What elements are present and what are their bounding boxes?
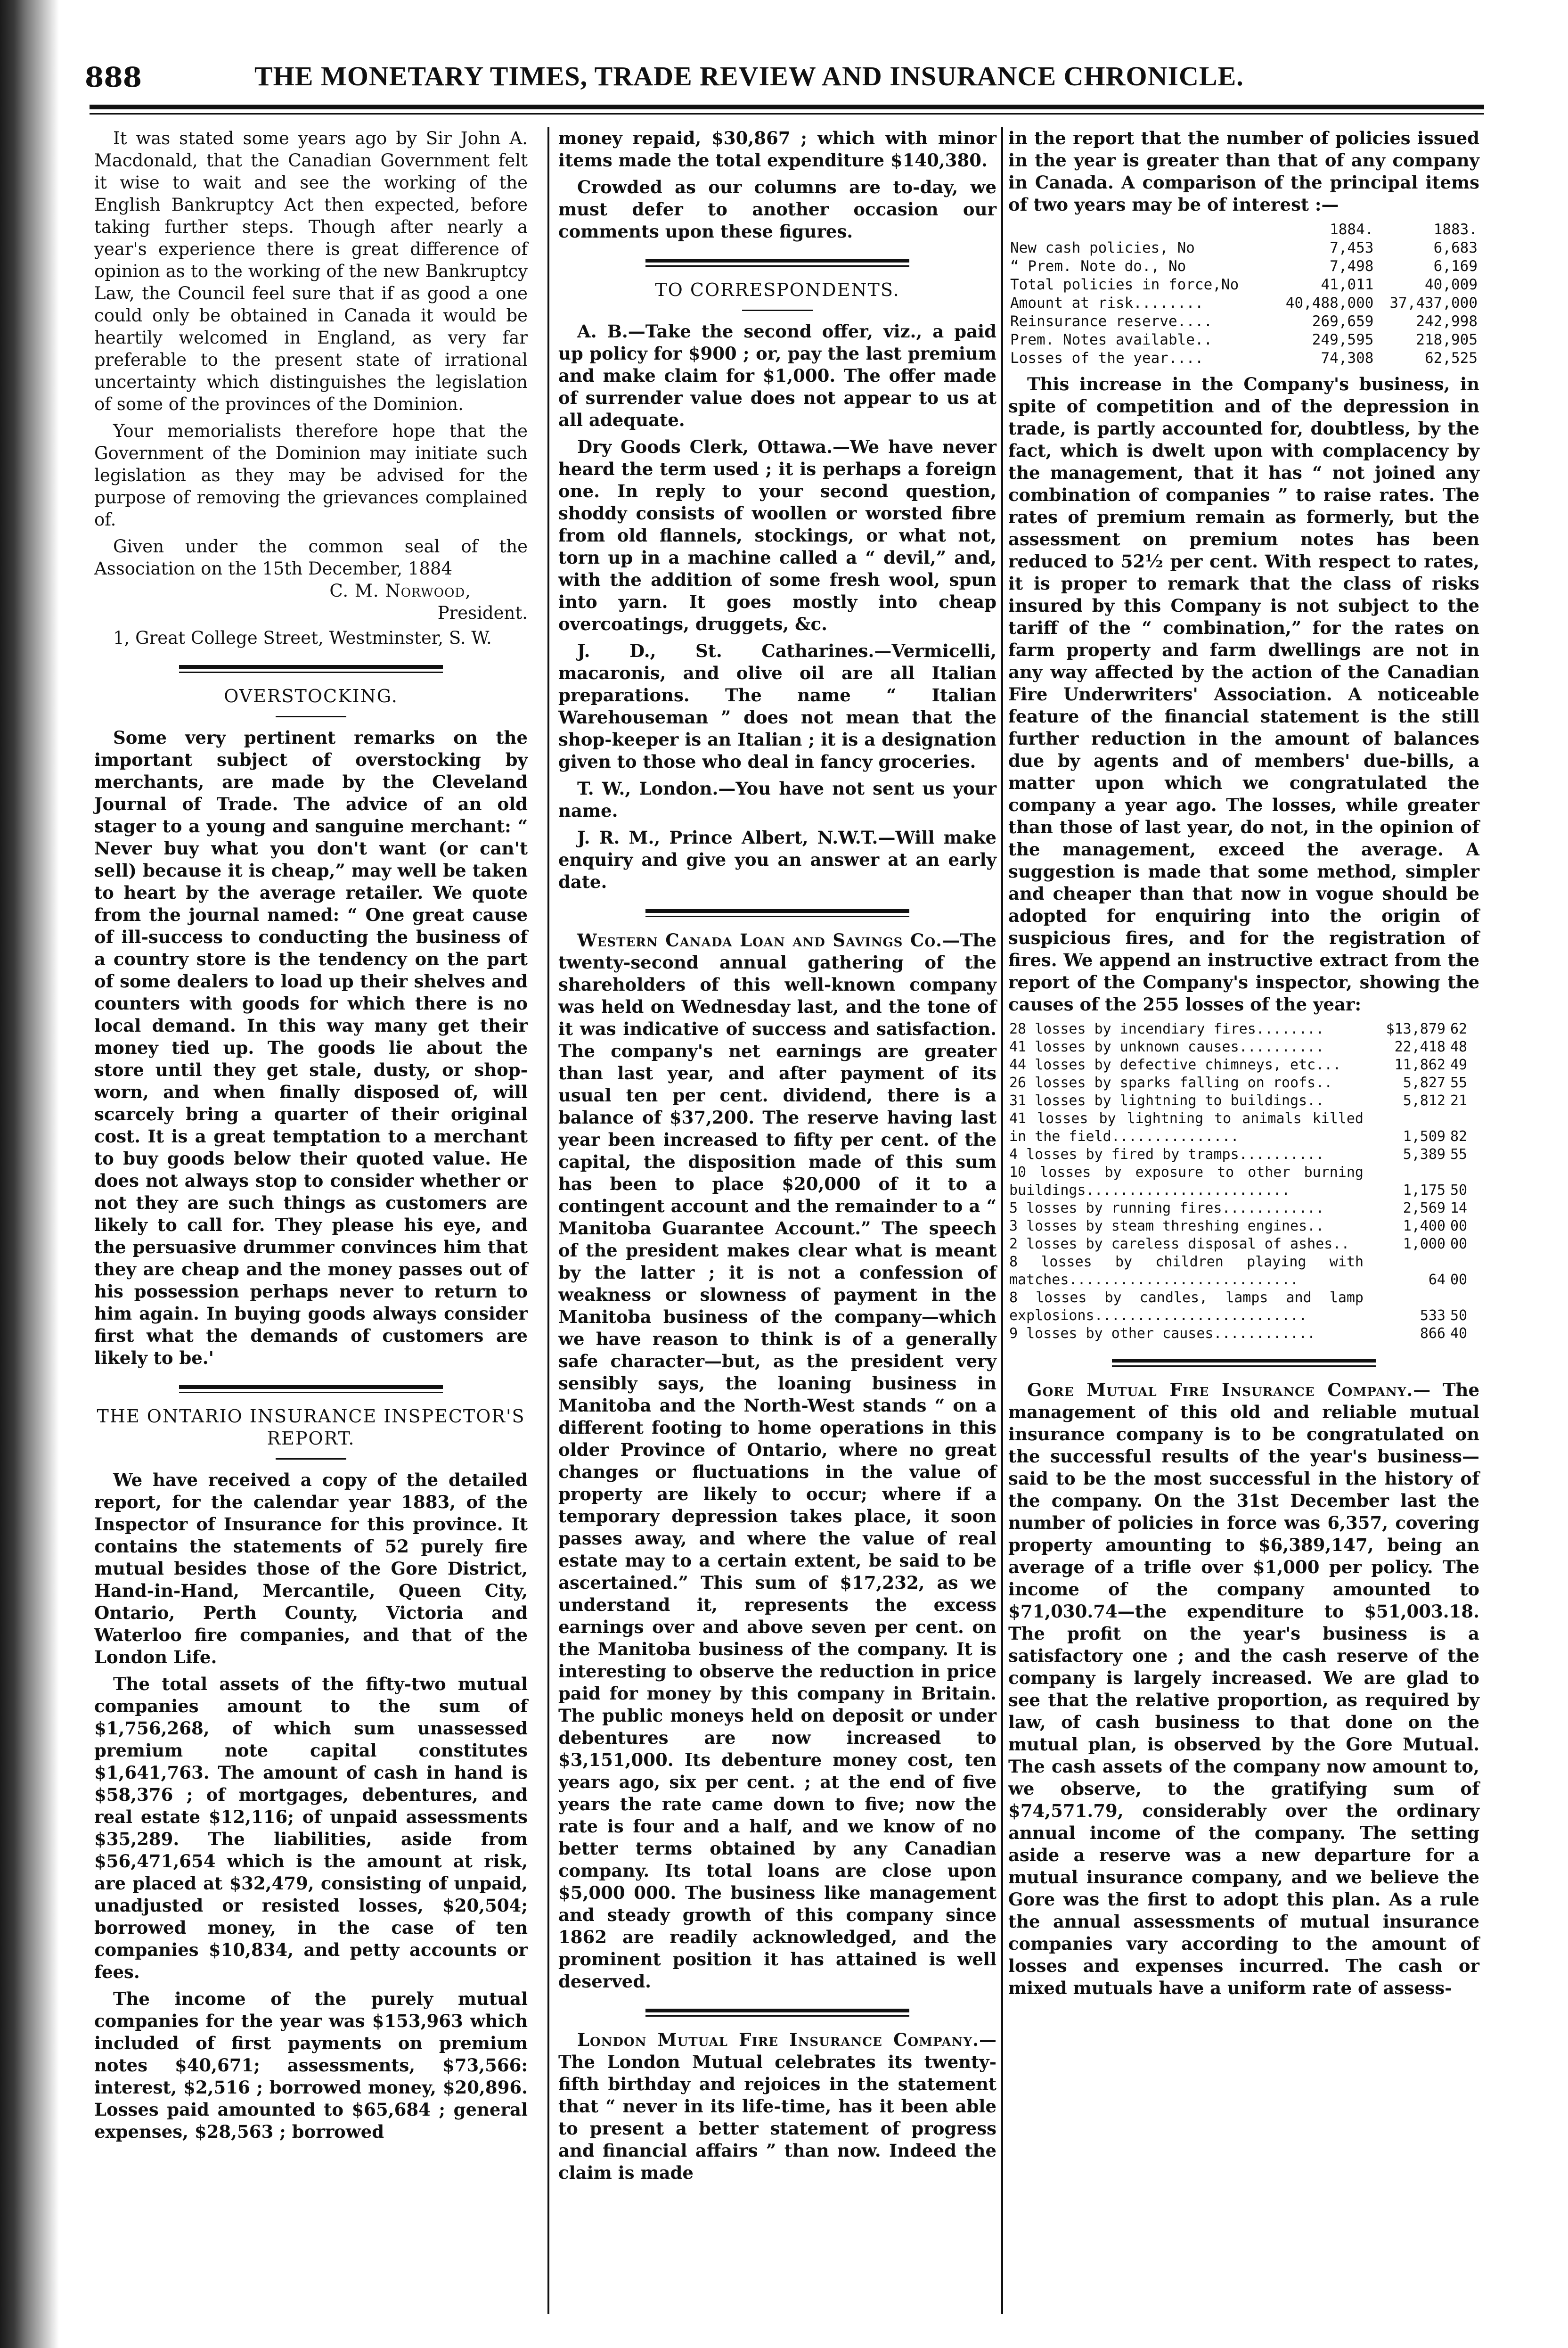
article-paragraph: Crowded as our columns are to-day, we must defer to another occasion our comments upon these figures.: [558, 177, 996, 242]
table-row: 10 losses by exposure to other burning buildings........................ 1,175 50: [1009, 1164, 1468, 1199]
column-left: [94, 127, 528, 2148]
table-row: 41 losses by lightning to animals killed in the field............... 1,509 82: [1009, 1110, 1468, 1145]
page-number: 888: [85, 61, 142, 93]
section-heading: TO CORRESPONDENTS.: [655, 279, 900, 300]
table-row: 3 losses by steam threshing engines.. 1,400 00: [1009, 1218, 1468, 1234]
table-row: 28 losses by incendiary fires........ $13,879 62: [1009, 1021, 1468, 1037]
scan-binding-edge: [0, 0, 61, 2348]
memorial-paragraph: It was stated some years ago by Sir John A. Macdonald, that the Canadian Government felt it wise to wait and see the working of the English Bankruptcy Act then expected, before taking further steps. Though after nearly a year's experience there is great difference of opinion as to the working of the new Bankruptcy Law, the Council feel sure that if as good a one could only be obtained in Canada it would be heartily welcomed in England, as very far preferable to the present state of irrational uncertainty which distinguishes the legislation of some of the provinces of the Dominion.: [94, 128, 528, 414]
section-separator: [179, 1385, 443, 1393]
heading-rule: [742, 310, 813, 311]
section-heading: THE ONTARIO INSURANCE INSPECTOR'S REPORT.: [97, 1406, 525, 1449]
article-lead: London Mutual Fire Insurance Company.: [577, 2029, 979, 2050]
memorial-paragraph: Your memorialists therefore hope that the Government of the Dominion may initiate such legislation as they may be advised for the purpose of removing the grievances complained of.: [94, 421, 528, 530]
table-row: 8 losses by children playing with matches........................... 64 00: [1009, 1254, 1468, 1288]
header-rule: [90, 105, 1484, 109]
correspondence-item: A. B.—Take the second offer, viz., a paid up policy for $900 ; or, pay the last premium and make claim for $1,000. The offer made of surrender value does not appear to us at all adequate.: [558, 321, 996, 430]
table-row: Total policies in force,No 41,011 40,009: [1010, 276, 1478, 293]
section-separator: [179, 665, 443, 673]
section-separator: [1112, 1359, 1376, 1367]
section-heading: OVERSTOCKING.: [224, 686, 398, 706]
table-row: 26 losses by sparks falling on roofs.. 5,827 55: [1009, 1075, 1468, 1091]
table-row: 41 losses by unknown causes.......... 22,418 48: [1009, 1039, 1468, 1055]
table-row: 8 losses by candles, lamps and lamp explosions......................... 533 50: [1009, 1289, 1468, 1324]
table-row: 44 losses by defective chimneys, etc... 11,862 49: [1009, 1057, 1468, 1073]
comparison-table: [1008, 221, 1479, 368]
memorial-paragraph: Given under the common seal of the Association on the 15th December, 1884: [94, 536, 528, 579]
column-divider: [547, 127, 549, 2314]
table-row: 2 losses by careless disposal of ashes.. 1,000 00: [1009, 1236, 1468, 1252]
address: 1, Great College Street, Westminster, S. W.: [113, 628, 492, 648]
article-lead: Western Canada Loan and Savings Co.: [577, 930, 943, 951]
article-paragraph: We have received a copy of the detailed report, for the calendar year 1883, of the Inspector of Insurance for this province. It contains the statements of 52 purely fire mutual besides those of the Gore District, Hand-in-Hand, Mercantile, Queen City, Ontario, Perth County, Victoria and Waterloo fire companies, and that of the London Life.: [94, 1470, 528, 1667]
section-separator: [645, 2009, 909, 2017]
heading-rule: [276, 1458, 346, 1460]
section-separator: [645, 909, 909, 917]
article-paragraph: Gore Mutual Fire Insurance Company.— The management of this old and reliable mutual insurance company is to be congratulated on the successful results of the year's business—said to be the most successful in the history of the company. On the 31st December last the number of policies in force was 6,357, covering property amounting to $6,389,147, being an average of a trifle over $1,000 per policy. The income of the company amounted to $71,030.74—the expenditure to $51,003.18. The profit on the year's business is a satisfactory one ; and the cash reserve of the company is largely increased. We are glad to see that the relative proportion, as required by law, of cash business to that done on the mutual plan, is observed by the Gore Mutual. The cash assets of the company now amount to, we observe, to the gratifying sum of $74,571.79, considerably over the ordinary annual income of the company. The setting aside a reserve was a new departure for a mutual insurance company, and we believe the Gore was the first to adopt this plan. As a rule the annual assessments of mutual insurance companies vary according to the amount of losses and expenses incurred. The cash or mixed mutuals have a uniform rate of assess-: [1008, 1379, 1479, 1998]
article-paragraph: This increase in the Company's business, in spite of competition and of the depression in trade, is partly accounted for, doubtless, by the fact, which is dwelt upon with complacency by the management, that it has “ not joined any combination of companies ” to raise rates. The rates of premium remain as formerly, but the assessment on premium notes has been reduced to 52½ per cent. With respect to rates, it is proper to remark that the class of risks insured by this Company is not subject to the tariff of the “ combination,” for the rates on farm property and farm dwellings are not in any way affected by the action of the Canadian Fire Underwriters' Association. A noticeable feature of the financial statement is the still further reduction in the amount of balances due by agents and of members' due-bills, a matter upon which we congratulated the company a year ago. The losses, while greater than those of last year, do not, in the opinion of the management, exceed the average. A suggestion is made that some method, simpler and cheaper than that now in vogue should be adopted for enquiring into the origin of suspicious fires, and for the registration of fires. We append an instructive extract from the report of the Company's inspector, showing the causes of the 255 losses of the year:: [1008, 374, 1479, 1015]
article-paragraph: The income of the purely mutual companies for the year was $153,963 which included of first payments on premium notes $40,671; assessments, $73,566: interest, $2,516 ; borrowed money, $20,896. Losses paid amounted to $65,684 ; general expenses, $28,563 ; borrowed: [94, 1988, 528, 2142]
table-row: New cash policies, No 7,453 6,683: [1010, 239, 1478, 256]
article-paragraph: money repaid, $30,867 ; which with minor items made the total expenditure $140,380.: [558, 128, 996, 171]
column-divider: [1001, 127, 1003, 2314]
running-title: THE MONETARY TIMES, TRADE REVIEW AND INSURANCE CHRONICLE.: [254, 61, 1244, 91]
table-row: 9 losses by other causes............ 866 40: [1009, 1325, 1468, 1342]
article-paragraph: Some very pertinent remarks on the important subject of overstocking by merchants, are made by the Cleveland Journal of Trade. The advice of an old stager to a young and sanguine merchant: “ Never buy what you don't want (or can't sell) because it is cheap,” may well be taken to heart by the average retailer. We quote from the journal named: “ One great cause of ill-success to conducting the business of a country store is the tendency on the part of some dealers to load up their shelves and counters with goods for which there is no local demand. In this way many get their money tied up. The goods lie about the store until they get stale, dusty, or shop-worn, and when finally disposed of, will scarcely bring a quarter of their original cost. It is a great temptation to a merchant to buy goods below their quoted value. He does not always stop to consider whether or not they are such things as customers are likely to call for. They please his eye, and the persuasive drummer convinces him that they are cheap and the money passes out of his possession perhaps never to return to him again. In buying goods always consider first what the demands of customers are likely to be.': [94, 727, 528, 1368]
correspondence-item: T. W., London.—You have not sent us your name.: [558, 778, 996, 821]
table-row: Losses of the year.... 74,308 62,525: [1010, 350, 1478, 367]
correspondence-item: J. R. M., Prince Albert, N.W.T.—Will make enquiry and give you an answer at an early date.: [558, 827, 996, 892]
table-row: Reinsurance reserve.... 269,659 242,998: [1010, 313, 1478, 330]
table-row: Prem. Notes available.. 249,595 218,905: [1010, 331, 1478, 348]
article-paragraph: The total assets of the fifty-two mutual companies amount to the sum of $1,756,268, of which sum unassessed premium note capital constitutes $1,641,763. The amount of cash in hand is $58,376 ; of mortgages, debentures, and real estate $12,116; of unpaid assessments $35,289. The liabilities, aside from $56,471,654 which is the amount at risk, are placed at $32,479, consisting of unpaid, unadjusted or resisted losses, $20,504; borrowed money, in the case of ten companies $10,834, and petty accounts or fees.: [94, 1674, 528, 1982]
correspondence-item: Dry Goods Clerk, Ottawa.—We have never heard the term used ; it is perhaps a foreign one. In reply to your second question, shoddy consists of woollen or worsted fibre from old flannels, stockings, or what not, torn up in a machine called a “ devil,” and, with the addition of some fresh wool, spun into yarn. It goes mostly into cheap overcoatings, druggets, &c.: [558, 436, 996, 634]
heading-rule: [276, 716, 346, 717]
signer-name: C. M. Norwood,: [329, 581, 471, 601]
article-paragraph: Western Canada Loan and Savings Co.—The twenty-second annual gathering of the shareholders of this well-known company was held on Wednesday last, and the tone of it was indicative of success and satisfaction. The company's net earnings are greater than last year, and after payment of its usual ten per cent. dividend, there is a balance of $37,200. The reserve having last year been increased to fifty per cent. of the capital, the disposition made of this sum has been to place $20,000 of it to a contingent account and the remainder to a “ Manitoba Guarantee Account.” The speech of the president makes clear what is meant by the latter ; it is not a confession of weakness or slowness of payment in the Manitoba business of the company—which we have reason to think is of a generally safe character—but, as the president very sensibly says, the loaning business in Manitoba and the North-West stands “ on a different footing to home operations in this older Province of Ontario, where no great changes or fluctuations in the value of property are likely to occur; where if a temporary depression takes place, it soon passes away, and where the value of real estate may to a certain extent, be said to be ascertained.” This sum of $17,232, as we understand it, represents the excess earnings over and above seven per cent. on the Manitoba business of the company. It is interesting to observe the reduction in price paid for money by this company in Britain. The public moneys held on deposit or under debentures are now increased to $3,151,000. Its debenture money cost, ten years ago, six per cent. ; at the end of five years the rate came down to five; now the rate is four and a half, and we know of no better terms obtained by any Canadian company. Its total loans are close upon $5,000 000. The business like management and steady growth of this company since 1862 are readily acknowledged, and the prominent position it has attained is well deserved.: [558, 930, 996, 1992]
table-header-row: 1884. 1883.: [1330, 221, 1478, 238]
page-header: [85, 52, 1498, 108]
table-row: 5 losses by running fires............ 2,569 14: [1009, 1200, 1468, 1216]
losses-table: [1008, 1020, 1479, 1343]
column-right: [1008, 127, 1479, 2004]
signer-title: President.: [437, 603, 528, 623]
table-row: 4 losses by fired by tramps.......... 5,389 55: [1009, 1146, 1468, 1163]
table-row: Amount at risk........ 40,488,000 37,437,000: [1010, 295, 1478, 312]
header-rule-thin: [90, 113, 1484, 115]
table-row: “ Prem. Note do., No 7,498 6,169: [1010, 258, 1478, 275]
article-paragraph: London Mutual Fire Insurance Company.— The London Mutual celebrates its twenty-fifth birthday and rejoices in the statement that “ never in its life-time, has it been able to present a better statement of progress and financial affairs ” than now. Indeed the claim is made: [558, 2029, 996, 2183]
article-paragraph: in the report that the number of policies issued in the year is greater than that of any company in Canada. A comparison of the principal items of two years may be of interest :—: [1008, 128, 1479, 215]
section-separator: [645, 259, 909, 267]
correspondence-item: J. D., St. Catharines.—Vermicelli, macaronis, and olive oil are all Italian preparations. The name “ Italian Warehouseman ” does not mean that the shop-keeper is an Italian ; it is a designation given to those who deal in fancy groceries.: [558, 640, 996, 772]
article-lead: Gore Mutual Fire Insurance Company.: [1027, 1379, 1413, 1400]
column-middle: [558, 127, 996, 2189]
table-row: 31 losses by lightning to buildings.. 5,812 21: [1009, 1092, 1468, 1109]
